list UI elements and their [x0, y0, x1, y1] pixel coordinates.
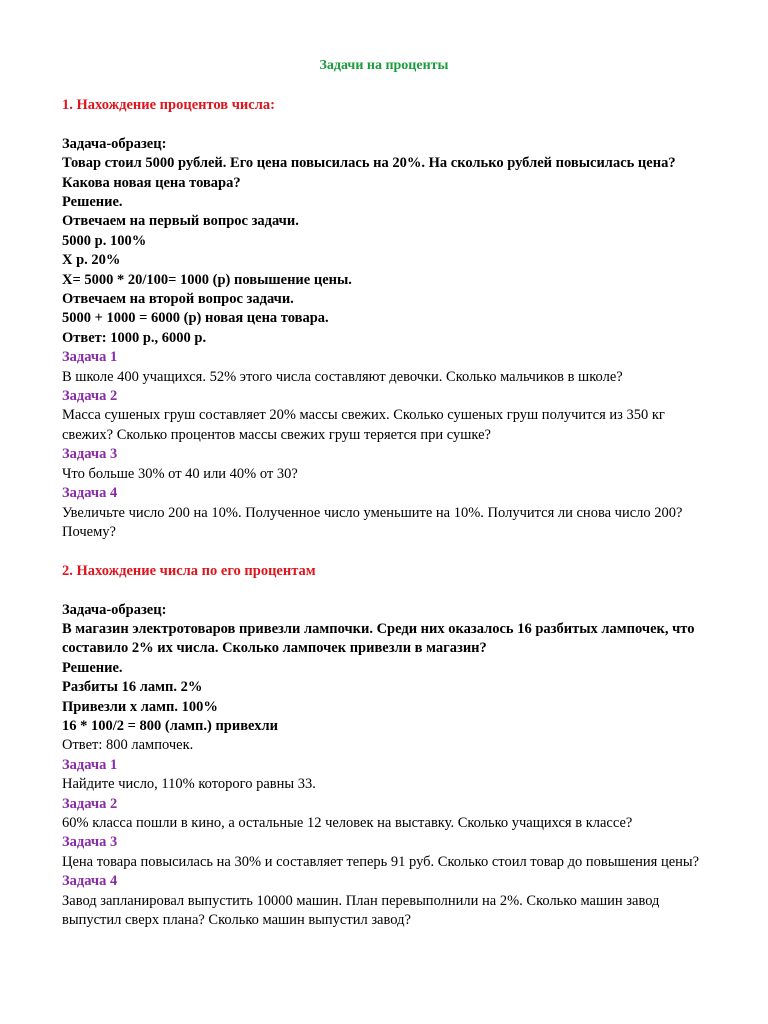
- section-1-solution-line: Отвечаем на второй вопрос задачи.: [62, 291, 294, 308]
- section-1-heading: 1. Нахождение процентов числа:: [62, 97, 275, 113]
- section-1-sample-text: Товар стоил 5000 рублей. Его цена повысилась на 20%. На сколько рублей повысилась цена? Какова новая цена товара?: [62, 155, 676, 191]
- section-2-answer: Ответ: 800 лампочек.: [62, 737, 194, 754]
- section-1-task-3-label: Задача 3: [62, 446, 118, 463]
- section-2-task-4-text: Завод запланировал выпустить 10000 машин. План перевыполнили на 2%. Сколько машин завод выпустил сверх плана? Сколько машин выпустил завод?: [62, 892, 660, 929]
- spacer: [62, 581, 712, 600]
- section-1-solution-line: 5000 р. 100%: [62, 232, 147, 249]
- section-1-task-1-text: В школе 400 учащихся. 52% этого числа составляют девочки. Сколько мальчиков в школе?: [62, 368, 623, 385]
- section-1-task-2-text: Масса сушеных груш составляет 20% массы свежих. Сколько сушеных груш получится из 350 кг свежих? Сколько процентов массы свежих груш теряется при сушке?: [62, 407, 665, 443]
- section-2-task-2-text: 60% класса пошли в кино, а остальные 12 человек на выставку. Сколько учащихся в классе?: [62, 814, 633, 831]
- section-2-task-1-label: Задача 1: [62, 756, 118, 773]
- document-title: Задачи на проценты: [319, 58, 449, 73]
- spacer: [62, 542, 712, 561]
- section-2-task-1-text: Найдите число, 110% которого равны 33.: [62, 776, 316, 793]
- section-2-task-2-label: Задача 2: [62, 795, 118, 812]
- section-1-solution-line: Решение.: [62, 194, 123, 211]
- section-1-answer: Ответ: 1000 р., 6000 р.: [62, 329, 207, 346]
- section-1-solution-line: Отвечаем на первый вопрос задачи.: [62, 213, 299, 230]
- section-2-sample-label: Задача-образец:: [62, 601, 167, 618]
- section-1-task-4-text: Увеличьте число 200 на 10%. Полученное число уменьшите на 10%. Получится ли снова число 200? Почему?: [62, 504, 683, 540]
- section-1-solution-line: Х= 5000 * 20/100= 1000 (р) повышение цены.: [62, 271, 352, 288]
- section-2-sample-text: В магазин электротоваров привезли лампочки. Среди них оказалось 16 разбитых лампочек, что составило 2% их числа. Сколько лампочек привезли в магазин?: [62, 620, 695, 657]
- section-2-solution-line: 16 * 100/2 = 800 (ламп.) привехли: [62, 717, 278, 734]
- document-body: [62, 96, 712, 930]
- section-1-task-4-label: Задача 4: [62, 485, 118, 502]
- section-1-sample-label: Задача-образец:: [62, 135, 167, 152]
- section-1-solution-line: Х р. 20%: [62, 252, 121, 269]
- section-2-solution-line: Привезли х ламп. 100%: [62, 698, 218, 715]
- section-2-heading: 2. Нахождение числа по его процентам: [62, 562, 316, 579]
- section-2-task-3-label: Задача 3: [62, 834, 118, 851]
- section-1-solution-line: 5000 + 1000 = 6000 (р) новая цена товара.: [62, 310, 329, 327]
- section-2-task-3-text: Цена товара повысилась на 30% и составляет теперь 91 руб. Сколько стоил товар до повышения цены?: [62, 853, 700, 870]
- section-1-task-3-text: Что больше 30% от 40 или 40% от 30?: [62, 465, 298, 482]
- section-2-task-4-label: Задача 4: [62, 873, 118, 890]
- section-2-solution-line: Разбиты 16 ламп. 2%: [62, 679, 203, 696]
- spacer: [62, 115, 712, 134]
- section-2-solution-line: Решение.: [62, 659, 123, 676]
- section-1-task-1-label: Задача 1: [62, 349, 118, 366]
- section-1-task-2-label: Задача 2: [62, 388, 118, 405]
